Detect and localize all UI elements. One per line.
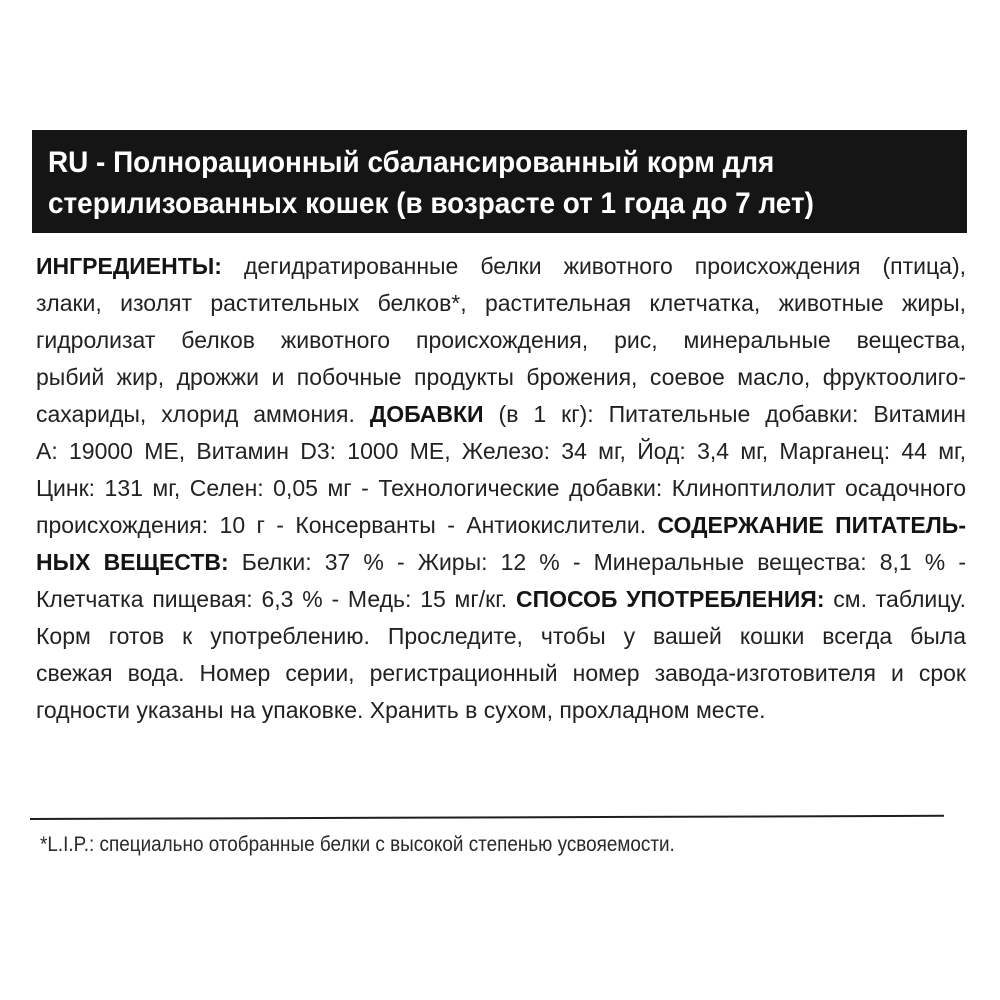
composition-text bbox=[36, 248, 966, 729]
ingredients-heading: ИНГРЕДИЕНТЫ: bbox=[36, 253, 222, 279]
header-title-line-2: стерилизованных кошек (в возрасте от 1 года до 7 лет) bbox=[48, 187, 814, 220]
footnote: *L.I.P.: специально отобранные белки с высокой степенью усвояемости. bbox=[40, 833, 675, 856]
text-line: свежая вода. Номер серии, регистрационный номер завода-изготовителя и срок bbox=[36, 660, 966, 686]
text-line: годности указаны на упаковке. Хранить в сухом, прохладном месте. bbox=[36, 697, 766, 723]
nutrients-heading-cont: НЫХ ВЕЩЕСТВ: bbox=[36, 549, 229, 575]
text-line: злаки, изолят растительных белков*, растительная клетчатка, животные жиры, bbox=[36, 290, 966, 316]
text-line: рыбий жир, дрожжи и побочные продукты брожения, соевое масло, фруктоолиго- bbox=[36, 364, 966, 390]
divider-line bbox=[30, 815, 944, 820]
text-line: гидролизат белков животного происхождения, рис, минеральные вещества, bbox=[36, 327, 966, 353]
header-title-line-1: RU - Полнорационный сбалансированный корм для bbox=[48, 146, 775, 179]
text-line: сахариды, хлорид аммония. ДОБАВКИ (в 1 кг): Питательные добавки: Витамин bbox=[36, 401, 966, 427]
text-line: Цинк: 131 мг, Селен: 0,05 мг - Технологические добавки: Клиноптилолит осадочного bbox=[36, 475, 966, 501]
text-line: НЫХ ВЕЩЕСТВ: Белки: 37 % - Жиры: 12 % - Минеральные вещества: 8,1 % - bbox=[36, 549, 966, 575]
text-line: происхождения: 10 г - Консерванты - Антиокислители. СОДЕРЖАНИЕ ПИТАТЕЛЬ- bbox=[36, 512, 966, 538]
usage-heading: СПОСОБ УПОТРЕБЛЕНИЯ: bbox=[515, 586, 825, 612]
text-line: А: 19000 МЕ, Витамин D3: 1000 МЕ, Железо: 34 мг, Йод: 3,4 мг, Марганец: 44 мг, bbox=[36, 438, 966, 464]
text-line: Клетчатка пищевая: 6,3 % - Медь: 15 мг/кг. СПОСОБ УПОТРЕБЛЕНИЯ: см. таблицу. bbox=[36, 586, 966, 612]
nutrients-heading: СОДЕРЖАНИЕ ПИТАТЕЛЬ- bbox=[657, 512, 966, 538]
additives-heading: ДОБАВКИ bbox=[369, 401, 484, 427]
text-line: Корм готов к употреблению. Проследите, чтобы у вашей кошки всегда была bbox=[36, 623, 966, 649]
text-line: ИНГРЕДИЕНТЫ: дегидратированные белки животного происхождения (птица), bbox=[36, 253, 966, 279]
